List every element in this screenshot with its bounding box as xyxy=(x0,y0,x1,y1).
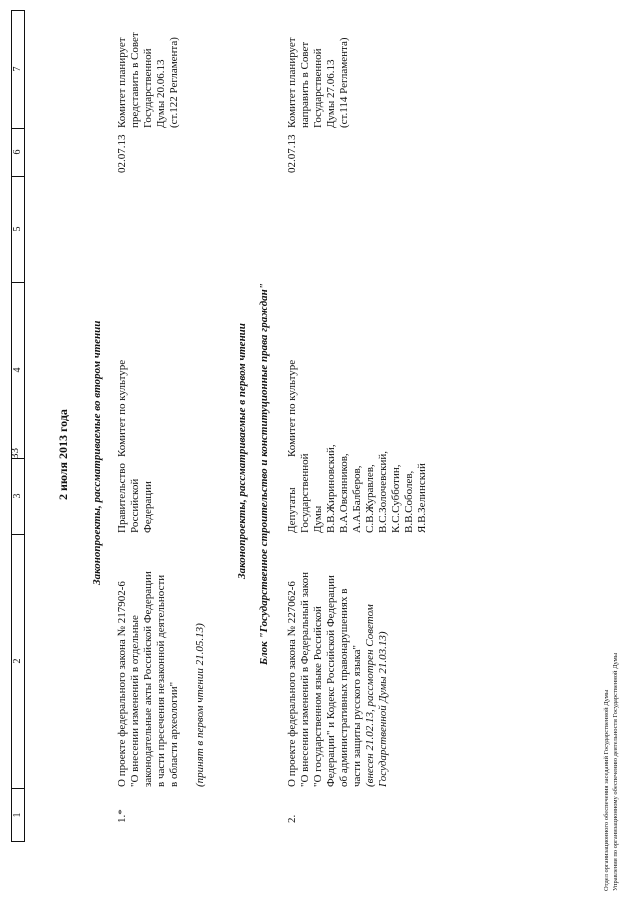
column-header-3: 3 xyxy=(12,458,24,535)
item-title-line: "О внесении изменений в отдельные xyxy=(129,615,141,787)
item-initiator-line: В.С.Золочевский, xyxy=(377,450,389,533)
item-initiator-line: В.А.Овсянников, xyxy=(338,453,350,533)
item-title-line: "О государственном языке Российской xyxy=(312,606,324,787)
item-number: 1.* xyxy=(116,809,128,823)
item-committee: Комитет по культуре xyxy=(286,359,298,457)
column-header-7: 7 xyxy=(12,10,24,129)
column-header-6: 6 xyxy=(12,128,24,177)
item-remark-line: (ст.122 Регламента) xyxy=(168,37,180,128)
item-initiator xyxy=(286,444,429,533)
item-remark-line: Государственной xyxy=(312,48,324,128)
item-remark-line: Думы 27.06.13 xyxy=(325,59,337,128)
column-header-4: 4 xyxy=(12,282,24,459)
item-note-line: (принят в первом чтении 21.05.13) xyxy=(194,623,206,787)
item-initiator-line: Я.В.Зелинский xyxy=(416,463,428,533)
footer-line-1: Отдел организационного обеспечения заседаний Государственной Думы xyxy=(603,689,610,891)
item-note xyxy=(364,604,390,787)
item-title-line: Федерации" и Кодекс Российской Федерации xyxy=(325,575,337,787)
column-header-1: 1 xyxy=(12,812,23,818)
item-title-line: законодательные акты Российской Федерации xyxy=(142,571,154,787)
item-initiator-line: В.В.Соболев, xyxy=(403,470,415,533)
item-title-line: в части пресечения незаконной деятельности xyxy=(155,574,167,787)
footer-line-2: Управления по организационному обеспечению деятельности Государственной Думы xyxy=(612,652,619,891)
item-initiator-line: Думы xyxy=(312,505,324,533)
column-header-2: 2 xyxy=(12,534,24,789)
date-heading: 2 июля 2013 года xyxy=(56,409,70,500)
section-title-first-reading: Законопроекты, рассматриваемые в первом чтении xyxy=(236,323,248,579)
item-title-line: О проекте федерального закона № 217902-6 xyxy=(116,581,128,787)
item-title-line: О проекте федерального закона № 227062-6 xyxy=(286,581,298,787)
item-initiator-line: Правительство xyxy=(116,463,128,533)
section-title-second-reading: Законопроекты, рассматриваемые во втором чтении xyxy=(91,320,103,585)
item-title-line: в области археологии" xyxy=(168,681,180,787)
column-header-5: 5 xyxy=(12,176,24,283)
block-title: Блок "Государственное строительство и конституционные права граждан" xyxy=(258,283,270,665)
item-title-line: части защиты русского языка" xyxy=(351,644,363,787)
item-initiator-line: В.В.Жириновский, xyxy=(325,444,337,533)
item-note xyxy=(194,623,207,787)
item-date: 02.07.13 xyxy=(116,134,128,173)
item-initiator-line: А.А.Балберов, xyxy=(351,465,363,533)
item-remark-line: (ст.114 Регламента) xyxy=(338,37,350,128)
item-initiator-line: К.С.Субботин, xyxy=(390,464,402,533)
item-initiator-line: Российской xyxy=(129,478,141,533)
item-remark-line: Комитет планирует xyxy=(286,37,298,128)
item-committee: Комитет по культуре xyxy=(116,359,128,457)
item-note-line: (внесен 21.02.13, рассмотрен Советом xyxy=(364,604,376,787)
item-initiator-line: С.В.Журавлев, xyxy=(364,464,376,533)
item-title xyxy=(116,571,181,787)
item-note-line: Государственной Думы 21.03.13) xyxy=(377,631,389,787)
item-number: 2. xyxy=(286,814,298,823)
item-initiator-line: Депутаты xyxy=(286,487,298,533)
page-number: 33 xyxy=(9,448,21,459)
item-remark-line: Думы 20.06.13 xyxy=(155,59,167,128)
item-remark xyxy=(286,37,351,128)
item-remark-line: Комитет планирует xyxy=(116,37,128,128)
item-title xyxy=(286,572,364,787)
item-initiator xyxy=(116,463,155,533)
item-date: 02.07.13 xyxy=(286,134,298,173)
item-remark-line: представить в Совет xyxy=(129,32,141,128)
item-title-line: "О внесении изменений в Федеральный закон xyxy=(299,572,311,787)
item-remark xyxy=(116,32,181,128)
column-header-row xyxy=(11,10,25,842)
item-initiator-line: Федерации xyxy=(142,481,154,533)
item-remark-line: Государственной xyxy=(142,48,154,128)
item-remark-line: направить в Совет xyxy=(299,41,311,128)
item-initiator-line: Государственной xyxy=(299,453,311,533)
item-title-line: об административных правонарушениях в xyxy=(338,588,350,787)
